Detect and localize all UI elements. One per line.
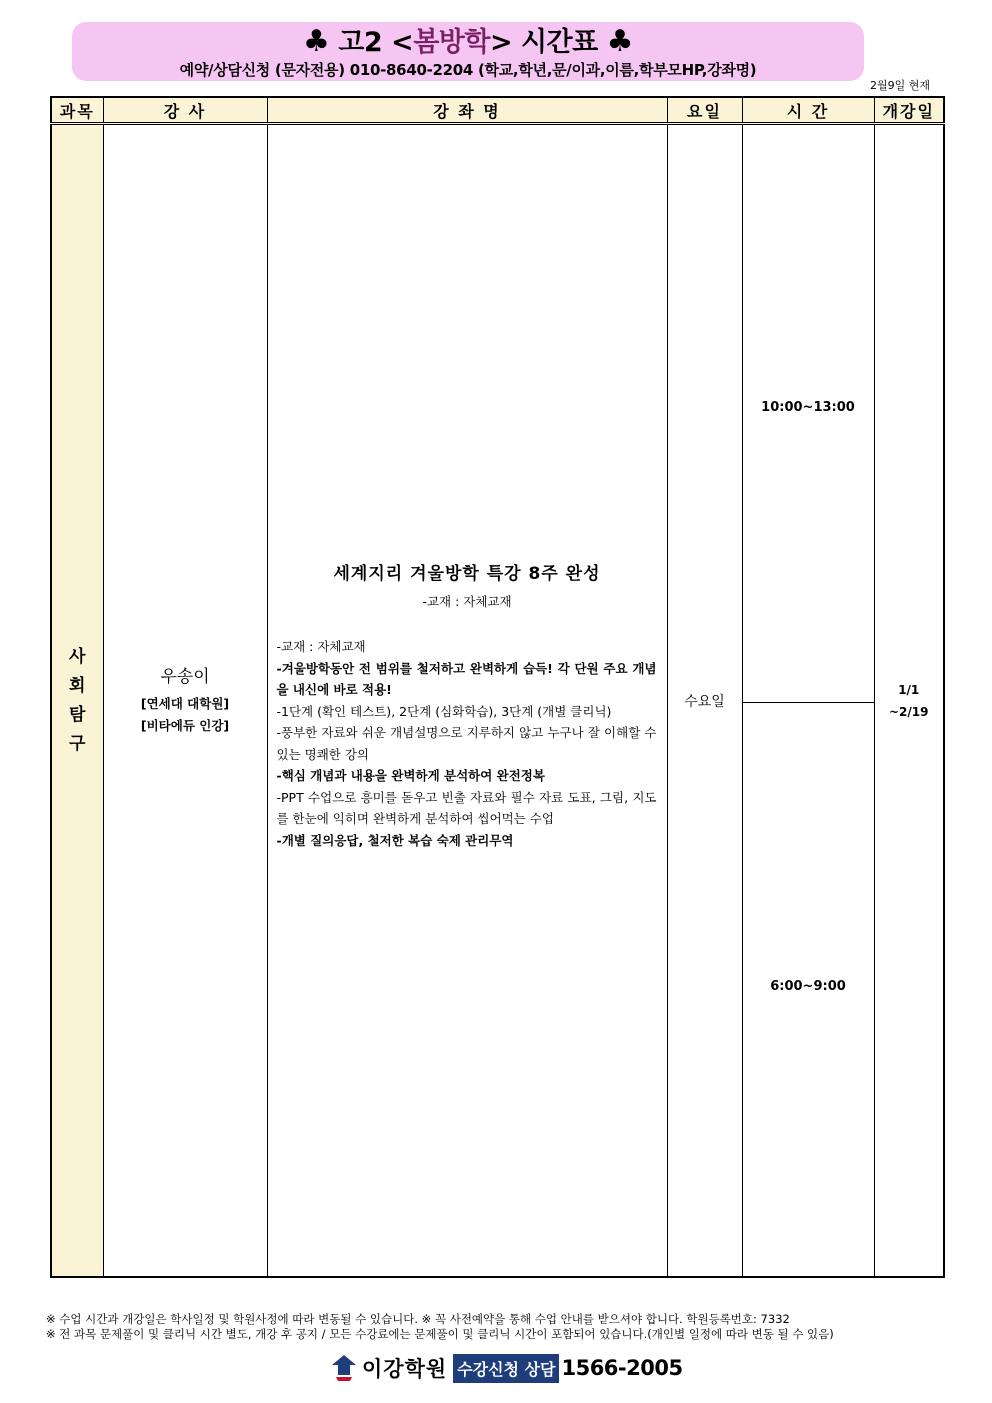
subject-cell (51, 124, 103, 1278)
start-date-cell (874, 124, 944, 1278)
club-icon: ♣ (302, 24, 330, 59)
course-item: -풍부한 자료와 쉬운 개념설명으로 지루하지 않고 누구나 잘 이해할 수 있는 명쾌한 강의 (276, 725, 657, 762)
subject-char: 사 (69, 646, 86, 667)
header-day: 요일 (667, 97, 742, 124)
course-cell (267, 124, 667, 1278)
course-item: -개별 질의응답, 철저한 복습 숙제 관리무역 (276, 832, 514, 848)
course-description (277, 636, 657, 851)
header-course: 강 좌 명 (267, 97, 667, 124)
academy-name: 이강학원 (362, 1357, 448, 1381)
header-time: 시 간 (742, 97, 874, 124)
club-icon: ♣ (606, 24, 634, 59)
page-title (72, 25, 864, 60)
course-item: -교재 : 자체교재 (276, 639, 366, 654)
header-subject: 과목 (51, 97, 103, 124)
start-date: 1/1 (898, 682, 920, 697)
course-title: 세계지리 겨울방학 특강 8주 완성 (333, 564, 601, 584)
teacher-cell (103, 124, 267, 1278)
title-prefix: 고2 < (338, 27, 414, 58)
as-of-date: 2월9일 현재 (870, 79, 930, 92)
header-row (51, 97, 944, 124)
time-slot-2: 6:00~9:00 (770, 979, 846, 994)
course-item: -핵심 개념과 내용을 완벽하게 분석하여 완전정복 (276, 768, 545, 783)
teacher-name: 우송이 (160, 666, 210, 687)
end-date: ~2/19 (889, 704, 929, 719)
notes (46, 1312, 956, 1342)
course-item: -겨울방학동안 전 범위를 철저하고 완벽하게 습득! 각 단원 주요 개념을 내신에 바로 적용! (276, 660, 657, 697)
subject-char: 회 (69, 675, 86, 696)
enroll-badge: 수강신청 상담 (453, 1354, 559, 1383)
title-suffix: > 시간표 (489, 27, 598, 58)
time-slot-1: 10:00~13:00 (761, 400, 855, 415)
time-divider (743, 702, 874, 703)
subject-char: 탐 (69, 704, 86, 725)
subject-char: 구 (69, 733, 86, 754)
course-item: -1단계 (확인 테스트), 2단계 (심화학습), 3단계 (개별 클리닉) (276, 703, 612, 719)
course-textbook: -교재 : 자체교재 (422, 594, 512, 609)
title-banner (72, 22, 864, 81)
note-line: ※ 전 과목 문제풀이 및 클리닉 시간 별도, 개강 후 공지 / 모든 수강료에는 문제풀이 및 클리닉 시간이 포함되어 있습니다.(개인별 일정에 따라 변동 될 수 있음) (46, 1327, 834, 1341)
header-teacher: 강 사 (103, 97, 267, 124)
footer (330, 1352, 683, 1384)
header-start: 개강일 (874, 97, 944, 124)
teacher-affiliation: [연세대 대학원] (140, 695, 230, 711)
contact-subtitle: 예약/상담신청 (문자전용) 010-8640-2204 (학교,학년,문/이과,이름,학부모HP,강좌명) (179, 61, 757, 79)
time-cell (742, 124, 874, 1278)
academy-logo-icon (330, 1353, 358, 1383)
course-item: -PPT 수업으로 흥미를 돋우고 빈출 자료와 필수 자료 도표, 그림, 지도를 한눈에 익히며 완벽하게 분석하여 씹어먹는 수업 (276, 789, 657, 826)
day-cell: 수요일 (667, 124, 742, 1278)
note-line: ※ 수업 시간과 개강일은 학사일정 및 학원사정에 따라 변동될 수 있습니다. ※ 꼭 사전예약을 통해 수업 안내를 받으셔야 합니다. 학원등록번호: 7332 (46, 1312, 790, 1326)
title-highlight: 봄방학 (413, 27, 490, 58)
phone-number: 1566-2005 (561, 1356, 683, 1380)
timetable (50, 96, 945, 1278)
teacher-affiliation: [비타에듀 인강] (140, 717, 230, 733)
table-row (51, 124, 944, 1278)
